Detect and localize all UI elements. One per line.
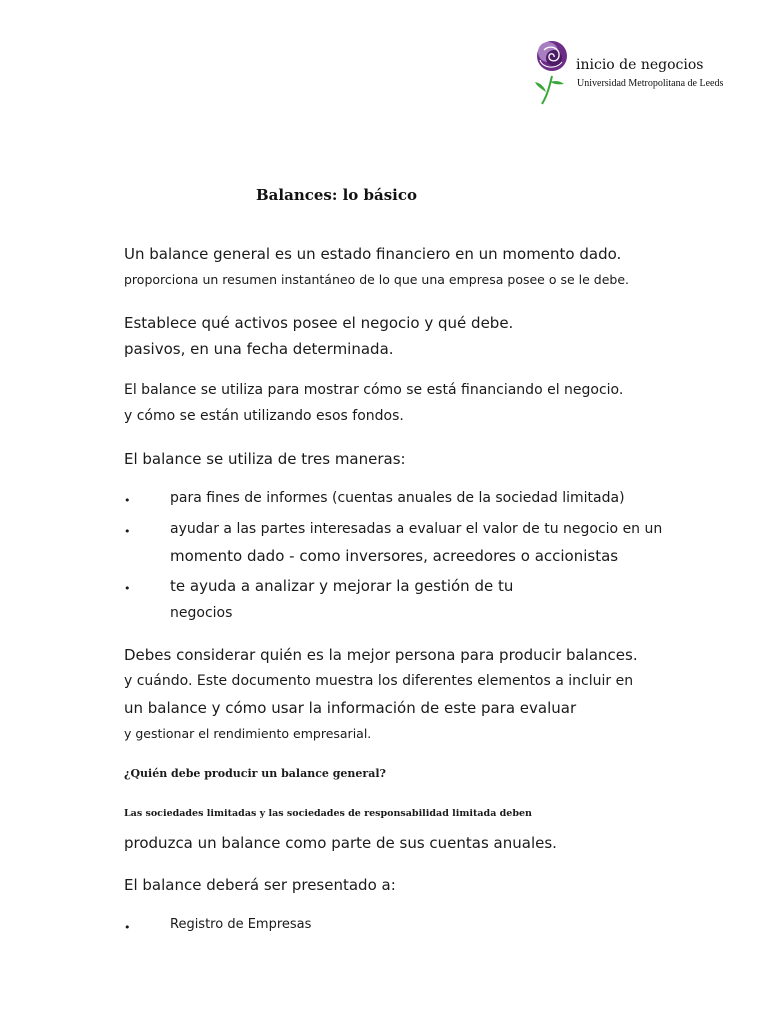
logo-subtitle: Universidad Metropolitana de Leeds bbox=[577, 78, 724, 89]
paragraph-uses-intro: El balance se utiliza de tres maneras: bbox=[124, 450, 406, 468]
bullet-marker: • bbox=[124, 525, 131, 538]
bullet-marker: • bbox=[124, 494, 131, 507]
paragraph-financing: El balance se utiliza para mostrar cómo se está financiando el negocio. bbox=[124, 382, 624, 398]
section-heading-who: ¿Quién debe producir un balance general? bbox=[124, 767, 386, 780]
list-item-stakeholders: ayudar a las partes interesadas a evaluar el valor de tu negocio en un bbox=[170, 521, 663, 537]
list-item-reporting: para fines de informes (cuentas anuales de la sociedad limitada) bbox=[170, 490, 625, 506]
paragraph-who-produces-line2: y cuándo. Este documento muestra los diferentes elementos a incluir en bbox=[124, 673, 634, 689]
paragraph-who-produces-line4: y gestionar el rendimiento empresarial. bbox=[124, 726, 372, 741]
paragraph-assets: Establece qué activos posee el negocio y qué debe. bbox=[124, 314, 514, 332]
list-item-management-line2: negocios bbox=[170, 605, 233, 621]
bullet-marker: • bbox=[124, 582, 131, 595]
list-item-stakeholders-line2: momento dado - como inversores, acreedores o accionistas bbox=[170, 547, 619, 565]
list-item-management: te ayuda a analizar y mejorar la gestión de tu bbox=[170, 577, 514, 595]
logo bbox=[532, 38, 732, 108]
paragraph-financing-line2: y cómo se están utilizando esos fondos. bbox=[124, 408, 404, 424]
paragraph-who-produces: Debes considerar quién es la mejor persona para producir balances. bbox=[124, 646, 638, 664]
paragraph-who-produces-line3: un balance y cómo usar la información de este para evaluar bbox=[124, 699, 577, 717]
paragraph-presented-to: El balance deberá ser presentado a: bbox=[124, 876, 396, 894]
bullet-marker: • bbox=[124, 921, 131, 934]
paragraph-annual-accounts: produzca un balance como parte de sus cuentas anuales. bbox=[124, 834, 557, 852]
paragraph-definition-line2: proporciona un resumen instantáneo de lo que una empresa posee o se le debe. bbox=[124, 272, 629, 287]
paragraph-assets-line2: pasivos, en una fecha determinada. bbox=[124, 340, 394, 358]
logo-title: inicio de negocios bbox=[576, 57, 704, 73]
section-subheading-companies: Las sociedades limitadas y las sociedades de responsabilidad limitada deben bbox=[124, 808, 532, 819]
rose-logo-icon bbox=[532, 38, 576, 108]
paragraph-definition: Un balance general es un estado financiero en un momento dado. bbox=[124, 245, 622, 263]
page-title: Balances: lo básico bbox=[256, 186, 418, 204]
list-item-companies-house: Registro de Empresas bbox=[170, 917, 312, 932]
